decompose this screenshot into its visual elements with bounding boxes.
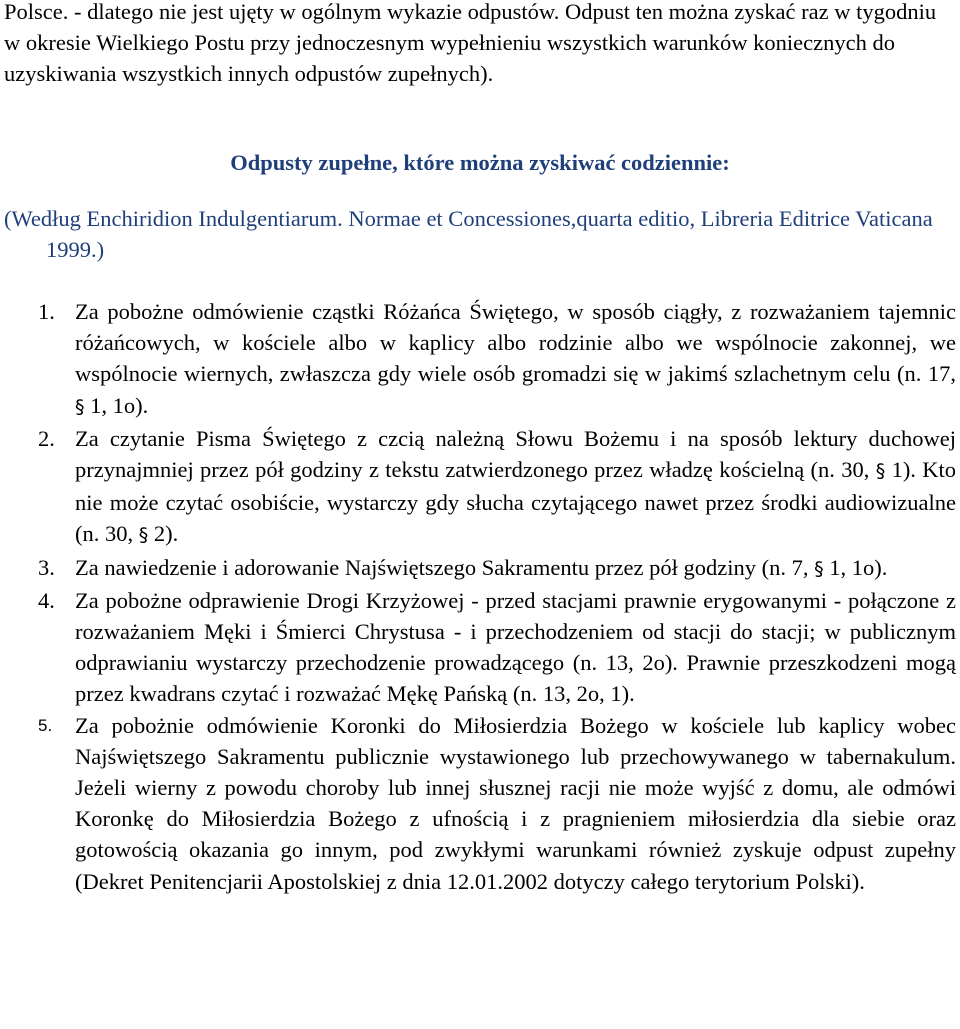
- item-text: Za nawiedzenie i adorowanie Najświętszego Sakramentu przez pół godziny (n. 7, § 1, 1o).: [75, 554, 888, 580]
- item-number: 3.: [38, 554, 55, 580]
- item-number: 1.: [38, 299, 55, 324]
- item-text: Za pobożne odmówienie cząstki Różańca Świętego, w sposób ciągły, z rozważaniem tajemnic różańcowych, w kościele albo w kaplicy albo rodzinie albo we wspólnocie zakonnej, we wspólnocie wiernych, zwłaszcza gdy wiele osób gromadzi się w jakimś szlachetnym celu (n. 17, § 1, 1o).: [75, 299, 956, 418]
- section-sign: §: [814, 557, 824, 580]
- item-number: 5.: [38, 715, 53, 735]
- source-citation: (Według Enchiridion Indulgentiarum. Normae et Concessiones,quarta editio, Libreria Editrice Vaticana 1999.): [4, 206, 933, 263]
- list-item: [0, 423, 960, 552]
- item-number: 2.: [38, 425, 55, 451]
- item-text: Za pobożne odprawienie Drogi Krzyżowej - przed stacjami prawnie erygowanymi - połączone z rozważaniem Męki i Śmierci Chrystusa - i przechodzeniem od stacji do stacji; w publicznym odprawianiu wystarczy przechodzenie prowadzącego (n. 13, 2o). Prawnie przeszkodzeni mogą przez kwadrans czytać i rozważać Mękę Pańską (n. 13, 2o, 1).: [75, 587, 956, 707]
- section-sign: §: [75, 395, 85, 418]
- list-item: [0, 585, 960, 710]
- section-sign: §: [875, 460, 886, 483]
- section-sign: §: [138, 524, 149, 547]
- list-item: [0, 710, 960, 897]
- intro-paragraph: Polsce. - dlatego nie jest ujęty w ogólnym wykazie odpustów. Odpust ten można zyskać raz w tygodniu w okresie Wielkiego Postu przy jednoczesnym wypełnieniu wszystkich warunków koniecznych do uzyskiwania wszystkich innych odpustów zupełnych).: [4, 0, 937, 87]
- indulgence-list: [0, 296, 960, 897]
- section-heading: Odpusty zupełne, które można zyskiwać codziennie:: [230, 150, 730, 175]
- item-text: Za pobożnie odmówienie Koronki do Miłosierdzia Bożego w kościele lub kaplicy wobec Najświętszego Sakramentu publicznie wystawionego lub przechowywanego w tabernakulum. Jeżeli wierny z powodu choroby lub innej słusznej racji nie może wyjść z domu, ale odmówi Koronkę do Miłosierdzia Bożego z ufnością i z pragnieniem miłosierdzia dla siebie oraz gotowością okazania go innym, pod zwykłymi warunkami również zyskuje odpust zupełny (Dekret Penitencjarii Apostolskiej z dnia 12.01.2002 dotyczy całego terytorium Polski).: [75, 712, 956, 894]
- item-text: Za czytanie Pisma Świętego z czcią należną Słowu Bożemu i na sposób lektury duchowej przynajmniej przez pół godziny z tekstu zatwierdzonego przez władzę kościelną (n. 30, § 1). Kto nie może czytać osobiście, wystarczy gdy słucha czytającego nawet przez środki audiowizualne (n. 30, § 2).: [75, 425, 957, 547]
- list-item: [0, 552, 960, 585]
- list-item: [0, 296, 960, 423]
- item-number: 4.: [38, 587, 55, 613]
